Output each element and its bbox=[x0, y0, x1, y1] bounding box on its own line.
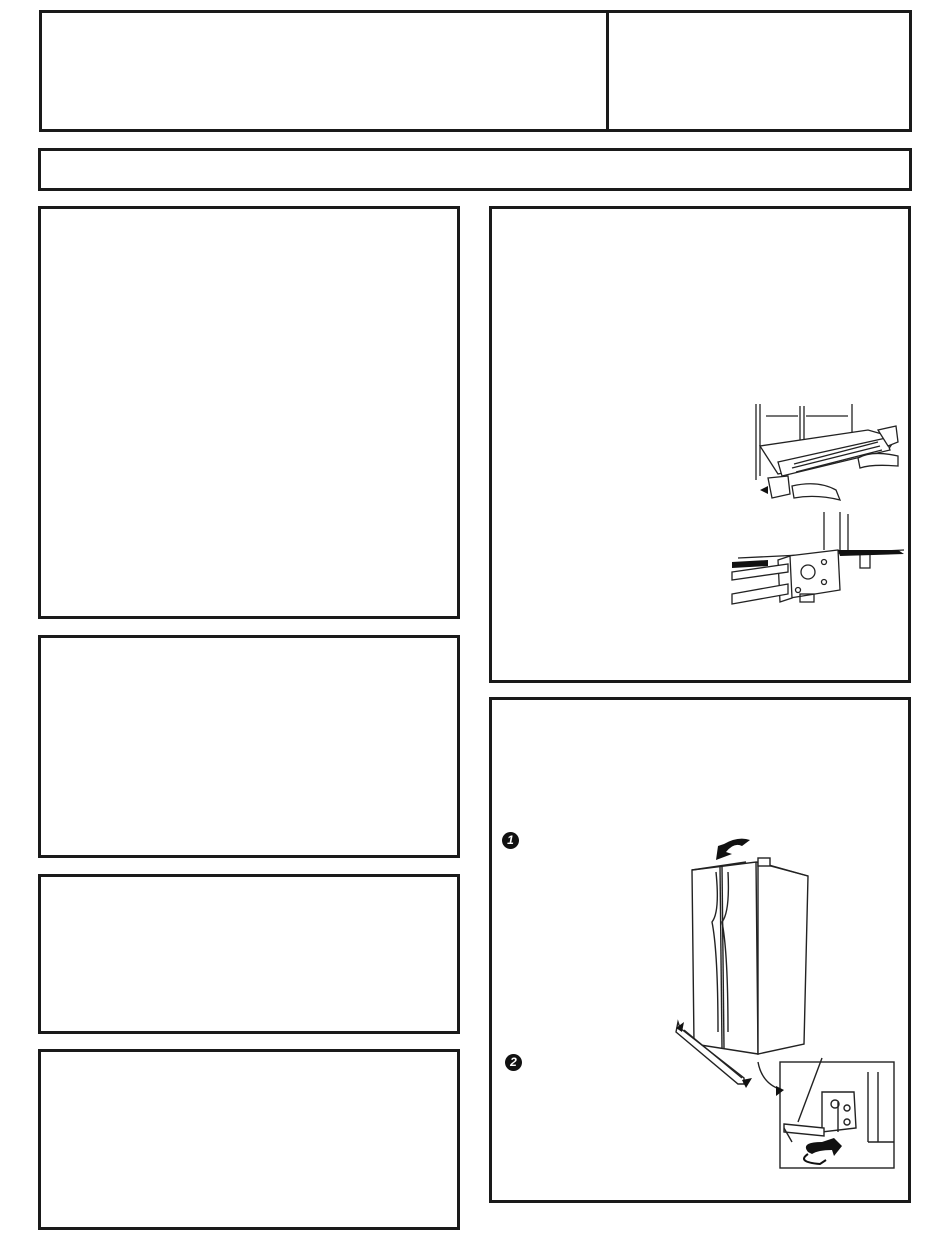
leveling-leg-illustration bbox=[728, 510, 906, 608]
grille-removal-illustration bbox=[748, 402, 900, 504]
step-1-marker: 1 bbox=[502, 832, 519, 849]
refrigerator-door-illustration bbox=[672, 832, 900, 1172]
section-banner bbox=[38, 148, 912, 191]
left-panel-4 bbox=[38, 1049, 460, 1230]
header-model-box bbox=[606, 10, 912, 132]
header-title-box bbox=[39, 10, 610, 132]
left-panel-3 bbox=[38, 874, 460, 1034]
left-panel-1 bbox=[38, 206, 460, 619]
step-2-marker: 2 bbox=[505, 1054, 522, 1071]
left-panel-2 bbox=[38, 635, 460, 858]
